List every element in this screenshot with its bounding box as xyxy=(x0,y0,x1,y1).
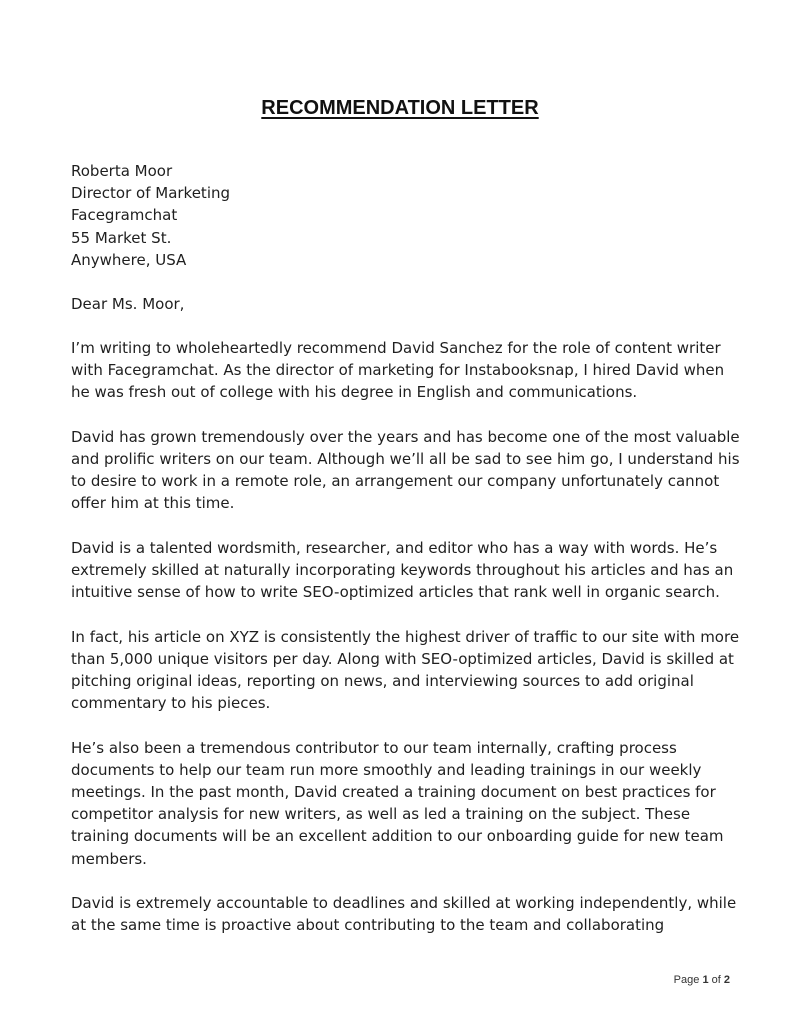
of-label: of xyxy=(711,974,721,986)
recipient-address-block xyxy=(71,160,741,271)
recipient-title: Director of Marketing xyxy=(71,184,231,203)
letter-body xyxy=(71,337,741,959)
body-paragraph: I’m writing to wholeheartedly recommend David Sanchez for the role of content writer with Facegramchat. As the director of marketing for Instabooksnap, I hired David when he was fresh out of college with his degree in English and communications. xyxy=(71,339,725,402)
body-paragraph: In fact, his article on XYZ is consistently the highest driver of traffic to our site with more than 5,000 unique visitors per day. Along with SEO-optimized articles, David is skilled at pitching original ideas, reporting on news, and interviewing sources to add original commentary to his pieces. xyxy=(71,627,740,713)
document-title: RECOMMENDATION LETTER xyxy=(261,97,539,119)
page-label: Page xyxy=(673,974,700,986)
body-paragraph: He’s also been a tremendous contributor to our team internally, crafting process documents to help our team run more smoothly and leading trainings in our weekly meetings. In the past month, David created a training document on best practices for competitor analysis for new writers, as well as led a training on the subject. These training documents will be an excellent addition to our onboarding guide for new team members. xyxy=(71,738,724,868)
recipient-city: Anywhere, USA xyxy=(71,250,187,269)
total-page-count: 2 xyxy=(723,974,730,986)
body-paragraph: David is a talented wordsmith, researcher, and editor who has a way with words. He’s extremely skilled at naturally incorporating keywords throughout his articles and has an intuitive sense of how to write SEO-optimized articles that rank well in organic search. xyxy=(71,538,734,602)
page-number xyxy=(674,974,730,986)
body-paragraph: David has grown tremendously over the years and has become one of the most valuable and prolific writers on our team. Although we’ll all be sad to see him go, I understand his to desire to work in a remote role, an arrangement our company unfortunately cannot offer him at this time. xyxy=(71,427,740,513)
salutation: Dear Ms. Moor, xyxy=(71,295,185,313)
body-paragraph: David is extremely accountable to deadlines and skilled at working independently, while at the same time is proactive about contributing to the team and collaborating xyxy=(71,894,737,935)
current-page-number: 1 xyxy=(702,974,709,986)
recipient-company: Facegramchat xyxy=(71,206,178,225)
recipient-name: Roberta Moor xyxy=(71,162,173,180)
recipient-street: 55 Market St. xyxy=(71,228,172,247)
